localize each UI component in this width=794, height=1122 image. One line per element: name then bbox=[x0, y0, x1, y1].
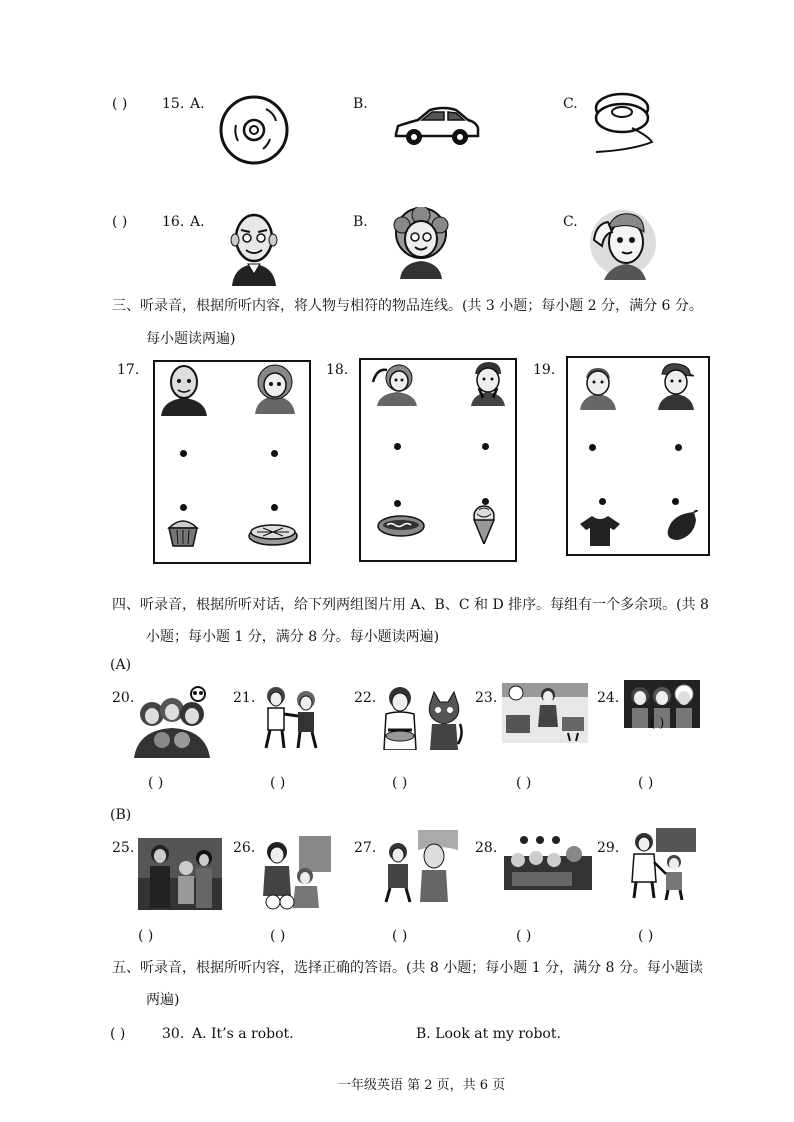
cap-hat-icon bbox=[664, 510, 698, 542]
q15-option-b-label: B. bbox=[353, 96, 368, 112]
q17-number: 17. bbox=[117, 362, 140, 378]
q28-number: 28. bbox=[475, 840, 498, 856]
cupcake-icon bbox=[165, 514, 201, 548]
q16-option-b-label: B. bbox=[353, 214, 368, 230]
cd-disc-icon bbox=[218, 95, 290, 165]
two-kids-hands-icon bbox=[262, 684, 322, 750]
family-photo-icon bbox=[132, 684, 212, 758]
q29-number: 29. bbox=[597, 840, 620, 856]
q17-matching-box bbox=[153, 360, 311, 564]
q29-answer-paren[interactable]: ( ) bbox=[638, 928, 654, 944]
q16-number: 16. bbox=[162, 214, 185, 230]
q23-number: 23. bbox=[475, 690, 498, 706]
q22-answer-paren[interactable]: ( ) bbox=[392, 775, 408, 791]
q27-answer-paren[interactable]: ( ) bbox=[392, 928, 408, 944]
section3-heading-line2: 每小题读两遍) bbox=[146, 331, 236, 347]
q24-number: 24. bbox=[597, 690, 620, 706]
q28-answer-paren[interactable]: ( ) bbox=[516, 928, 532, 944]
family-at-home-icon bbox=[259, 836, 331, 910]
q21-answer-paren[interactable]: ( ) bbox=[270, 775, 286, 791]
man-figure-icon bbox=[578, 366, 618, 410]
q15-number: 15. bbox=[162, 96, 185, 112]
q22-number: 22. bbox=[354, 690, 377, 706]
family-group-icon bbox=[504, 834, 592, 890]
q25-answer-paren[interactable]: ( ) bbox=[138, 928, 154, 944]
section4-heading-line2: 小题；每小题 1 分，满分 8 分。每小题读两遍) bbox=[146, 629, 440, 645]
group-b-label: (B) bbox=[110, 807, 132, 823]
boy-thinking-face-icon bbox=[590, 206, 656, 280]
grandpa-face-icon bbox=[226, 208, 282, 286]
match-dot[interactable] bbox=[599, 498, 606, 505]
q27-number: 27. bbox=[354, 840, 377, 856]
car-icon bbox=[392, 104, 480, 148]
q16-option-c-label: C. bbox=[563, 214, 578, 230]
q20-number: 20. bbox=[112, 690, 135, 706]
q18-matching-box bbox=[359, 358, 517, 562]
family-walking-icon bbox=[138, 838, 222, 910]
boy-and-grandpa-icon bbox=[378, 830, 458, 904]
q30-answer-paren[interactable]: ( ) bbox=[110, 1026, 126, 1042]
q24-inner-paren: ( ) bbox=[650, 716, 665, 731]
section3-heading-line1: 三、听录音，根据所听内容，将人物与相符的物品连线。(共 3 小题；每小题 2 分，满分 6 分。 bbox=[112, 298, 703, 314]
match-dot[interactable] bbox=[271, 504, 278, 511]
girl-figure-icon bbox=[371, 364, 423, 406]
q30-option-a: A. It’s a robot. bbox=[192, 1026, 294, 1042]
grandpa-figure-icon bbox=[159, 364, 209, 416]
q21-number: 21. bbox=[233, 690, 256, 706]
pie-icon bbox=[247, 522, 299, 548]
q15-answer-paren[interactable]: ( ) bbox=[112, 96, 128, 112]
ice-cream-icon bbox=[469, 504, 499, 544]
q20-answer-paren[interactable]: ( ) bbox=[148, 775, 164, 791]
hotdog-icon bbox=[377, 514, 425, 538]
yoyo-icon bbox=[592, 88, 656, 156]
classroom-scene-icon bbox=[502, 683, 588, 743]
q25-number: 25. bbox=[112, 840, 135, 856]
match-dot[interactable] bbox=[482, 443, 489, 450]
q26-answer-paren[interactable]: ( ) bbox=[270, 928, 286, 944]
section5-heading-line1: 五、听录音，根据所听内容，选择正确的答语。(共 8 小题；每小题 1 分，满分 8 分。每小题读 bbox=[112, 960, 703, 976]
boy-figure-icon bbox=[469, 362, 507, 406]
page-footer: 一年级英语 第 2 页，共 6 页 bbox=[338, 1078, 506, 1093]
section5-heading-line2: 两遍) bbox=[146, 992, 180, 1008]
q18-number: 18. bbox=[326, 362, 349, 378]
match-dot[interactable] bbox=[180, 450, 187, 457]
q24-answer-paren[interactable]: ( ) bbox=[638, 775, 654, 791]
q30-number: 30. bbox=[162, 1026, 185, 1042]
group-a-label: (A) bbox=[110, 657, 132, 673]
q19-matching-box bbox=[566, 356, 710, 556]
section4-heading-line1: 四、听录音，根据所听对话，给下列两组图片用 A、B、C 和 D 排序。每组有一个多余项。(共 8 bbox=[112, 597, 709, 613]
tshirt-icon bbox=[580, 514, 620, 546]
q15-option-c-label: C. bbox=[563, 96, 578, 112]
q26-number: 26. bbox=[233, 840, 256, 856]
match-dot[interactable] bbox=[672, 498, 679, 505]
match-dot[interactable] bbox=[394, 443, 401, 450]
family-outdoor-icon bbox=[626, 828, 696, 900]
q16-option-a-label: A. bbox=[190, 214, 205, 230]
woman-and-cat-icon bbox=[378, 684, 464, 750]
match-dot[interactable] bbox=[271, 450, 278, 457]
q19-number: 19. bbox=[533, 362, 556, 378]
grandma-figure-icon bbox=[251, 364, 299, 414]
q23-answer-paren[interactable]: ( ) bbox=[516, 775, 532, 791]
q15-option-a-label: A. bbox=[190, 96, 205, 112]
q30-option-b: B. Look at my robot. bbox=[416, 1026, 561, 1042]
q16-answer-paren[interactable]: ( ) bbox=[112, 214, 128, 230]
match-dot[interactable] bbox=[394, 500, 401, 507]
boy-with-cap-icon bbox=[656, 362, 696, 410]
match-dot[interactable] bbox=[180, 504, 187, 511]
match-dot[interactable] bbox=[675, 444, 682, 451]
grandma-face-icon bbox=[390, 207, 452, 279]
match-dot[interactable] bbox=[589, 444, 596, 451]
